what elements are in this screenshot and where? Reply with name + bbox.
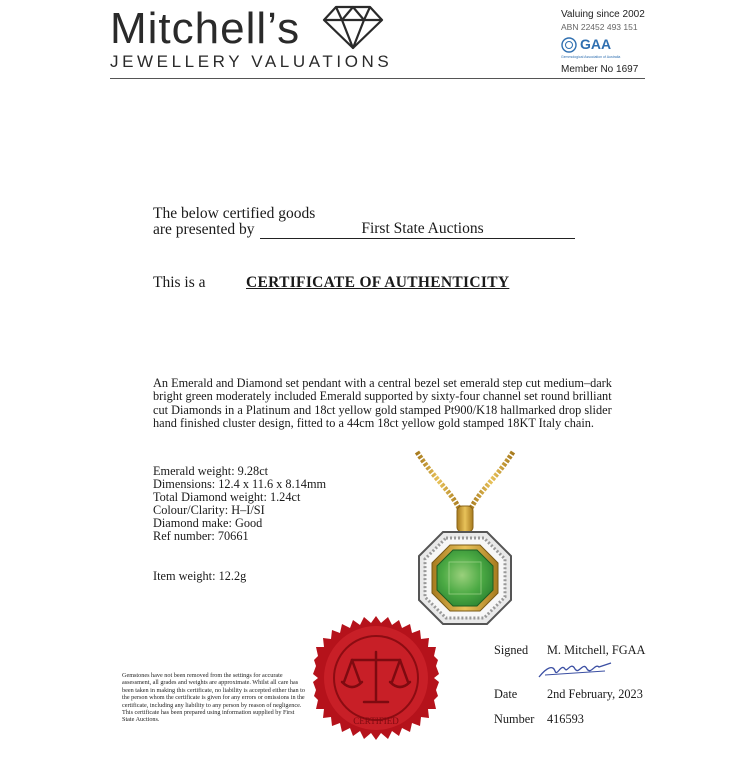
spec-diamond-make: Diamond make: Good <box>153 516 263 530</box>
intro-line-2: are presented by <box>153 221 255 238</box>
spec-ref-number: Ref number: 70661 <box>153 529 249 543</box>
abn-number: ABN 22452 493 151 <box>561 22 638 32</box>
header-divider <box>110 78 645 79</box>
number-label: Number <box>494 712 535 726</box>
handwritten-signature <box>535 657 615 681</box>
gaa-emblem-icon <box>561 37 577 53</box>
spec-diamond-weight: Total Diamond weight: 1.24ct <box>153 490 301 504</box>
member-number: Member No 1697 <box>561 64 639 75</box>
valuing-since: Valuing since 2002 <box>561 9 645 20</box>
disclaimer-text: Gemstones have not been removed from the settings for accurate assessment, all grades and weights are approximate. Whilst all care has been taken in making this certificate, no liability is accepted either than to the person whom the certificate is given for any errors or omissions in the certificate, including any liability to any person by reason of negligence. This certificate has been prepared using information supplied by First State Auctions. <box>122 672 305 724</box>
spec-emerald-weight: Emerald weight: 9.28ct <box>153 464 269 478</box>
certificate-title: CERTIFICATE OF AUTHENTICITY <box>246 274 510 291</box>
gaa-logo-text: GAA <box>580 36 612 52</box>
presenter-name: First State Auctions <box>260 220 575 239</box>
diamond-logo-icon <box>322 4 384 50</box>
item-description: An Emerald and Diamond set pendant with a central bezel set emerald step cut medium–dark bright green moderately included Emerald supported by sixty-four channel set round brilliant cut Diamonds in a Platinum and 18ct yellow gold stamped Pt900/K18 hallmarked drop slider hand finished cluster design, fitted to a 44cm 18ct yellow gold stamped 18KT Italy chain. <box>153 376 612 431</box>
signed-label: Signed <box>494 643 529 657</box>
signed-value: M. Mitchell, FGAA <box>547 643 646 657</box>
gaa-subtitle: Gemmological Association of Australia <box>561 55 621 59</box>
spec-colour-clarity: Colour/Clarity: H–I/SI <box>153 503 265 517</box>
spec-dimensions: Dimensions: 12.4 x 11.6 x 8.14mm <box>153 477 327 491</box>
brand-name: Mitchell’s <box>110 4 301 53</box>
seal-text: CERTIFIED <box>353 716 399 726</box>
brand-tagline: JEWELLERY VALUATIONS <box>110 52 393 71</box>
date-label: Date <box>494 687 518 701</box>
certified-wax-seal <box>312 614 440 742</box>
pendant-photo <box>405 450 525 640</box>
intro-line-1: The below certified goods <box>153 205 316 222</box>
specs-list <box>153 465 326 543</box>
number-value: 416593 <box>547 712 584 726</box>
item-weight: Item weight: 12.2g <box>153 569 247 583</box>
this-is-label: This is a <box>153 274 206 291</box>
date-value: 2nd February, 2023 <box>547 687 643 701</box>
